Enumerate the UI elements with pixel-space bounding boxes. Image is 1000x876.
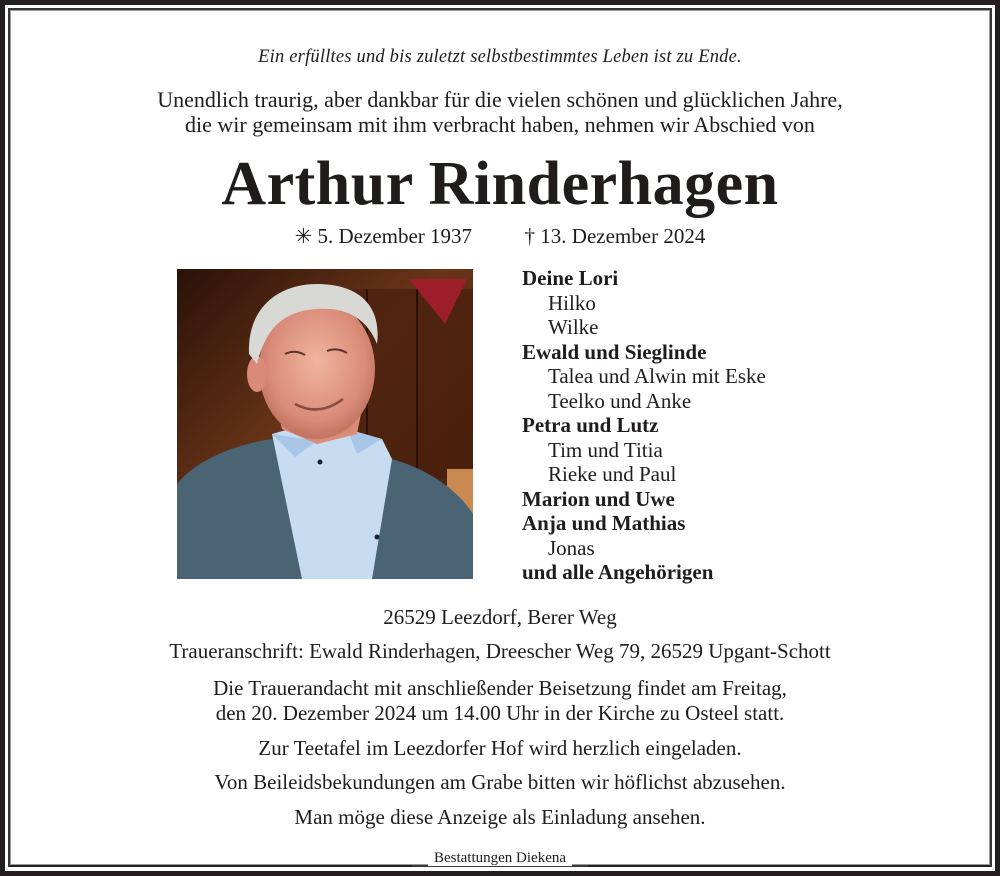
birth-date: 5. Dezember 1937 bbox=[317, 224, 473, 248]
death-date: 13. Dezember 2024 bbox=[540, 224, 706, 248]
intro-line: die wir gemeinsam mit ihm verbracht haben, nehmen wir Abschied von bbox=[185, 112, 815, 137]
footer-rule-right bbox=[588, 865, 990, 867]
family-member: Hilko bbox=[548, 290, 596, 315]
death-cross-icon: † bbox=[524, 224, 536, 248]
family-member: Jonas bbox=[548, 535, 595, 560]
service-line: den 20. Dezember 2024 um 14.00 Uhr in der Kirche zu Osteel statt. bbox=[215, 701, 785, 725]
tea-invitation: Zur Teetafel im Leezdorfer Hof wird herzlich eingeladen. bbox=[258, 736, 742, 760]
family-member: Teelko und Anke bbox=[548, 388, 692, 413]
family-member: Anja und Mathias bbox=[522, 511, 686, 535]
portrait-photo bbox=[177, 269, 473, 579]
family-member: Wilke bbox=[548, 315, 599, 339]
family-member: Talea und Alwin mit Eske bbox=[548, 364, 766, 388]
family-member: Ewald und Sieglinde bbox=[522, 339, 707, 364]
family-member: Petra und Lutz bbox=[522, 413, 659, 437]
intro-line: Unendlich traurig, aber dankbar für die vielen schönen und glücklichen Jahre, bbox=[157, 87, 843, 112]
service-line: Die Trauerandacht mit anschließender Beisetzung findet am Freitag, bbox=[213, 676, 787, 700]
deceased-name: Arthur Rinderhagen bbox=[221, 150, 779, 218]
condolence-note: Von Beileidsbekundungen am Grabe bitten wir höflichst abzusehen. bbox=[214, 770, 786, 794]
family-member: und alle Angehörigen bbox=[522, 560, 714, 584]
family-member: Marion und Uwe bbox=[522, 486, 675, 511]
family-list bbox=[522, 266, 766, 585]
home-address: 26529 Leezdorf, Berer Weg bbox=[383, 605, 617, 629]
family-member: Rieke und Paul bbox=[548, 462, 677, 486]
family-member: Tim und Titia bbox=[548, 437, 663, 462]
undertaker-name: Bestattungen Diekena bbox=[428, 850, 572, 866]
mourning-address: Traueranschrift: Ewald Rinderhagen, Dreescher Weg 79, 26529 Upgant-Schott bbox=[169, 639, 831, 663]
service-info bbox=[0, 676, 1000, 726]
birth-star-icon: ✳ bbox=[294, 224, 313, 248]
family-member: Deine Lori bbox=[522, 266, 619, 290]
life-dates bbox=[0, 224, 1000, 249]
invitation-note: Man möge diese Anzeige als Einladung ansehen. bbox=[294, 805, 706, 829]
footer bbox=[10, 849, 990, 867]
footer-rule-left bbox=[10, 865, 412, 867]
motto: Ein erfülltes und bis zuletzt selbstbestimmtes Leben ist zu Ende. bbox=[258, 47, 742, 67]
intro-text bbox=[0, 87, 1000, 137]
